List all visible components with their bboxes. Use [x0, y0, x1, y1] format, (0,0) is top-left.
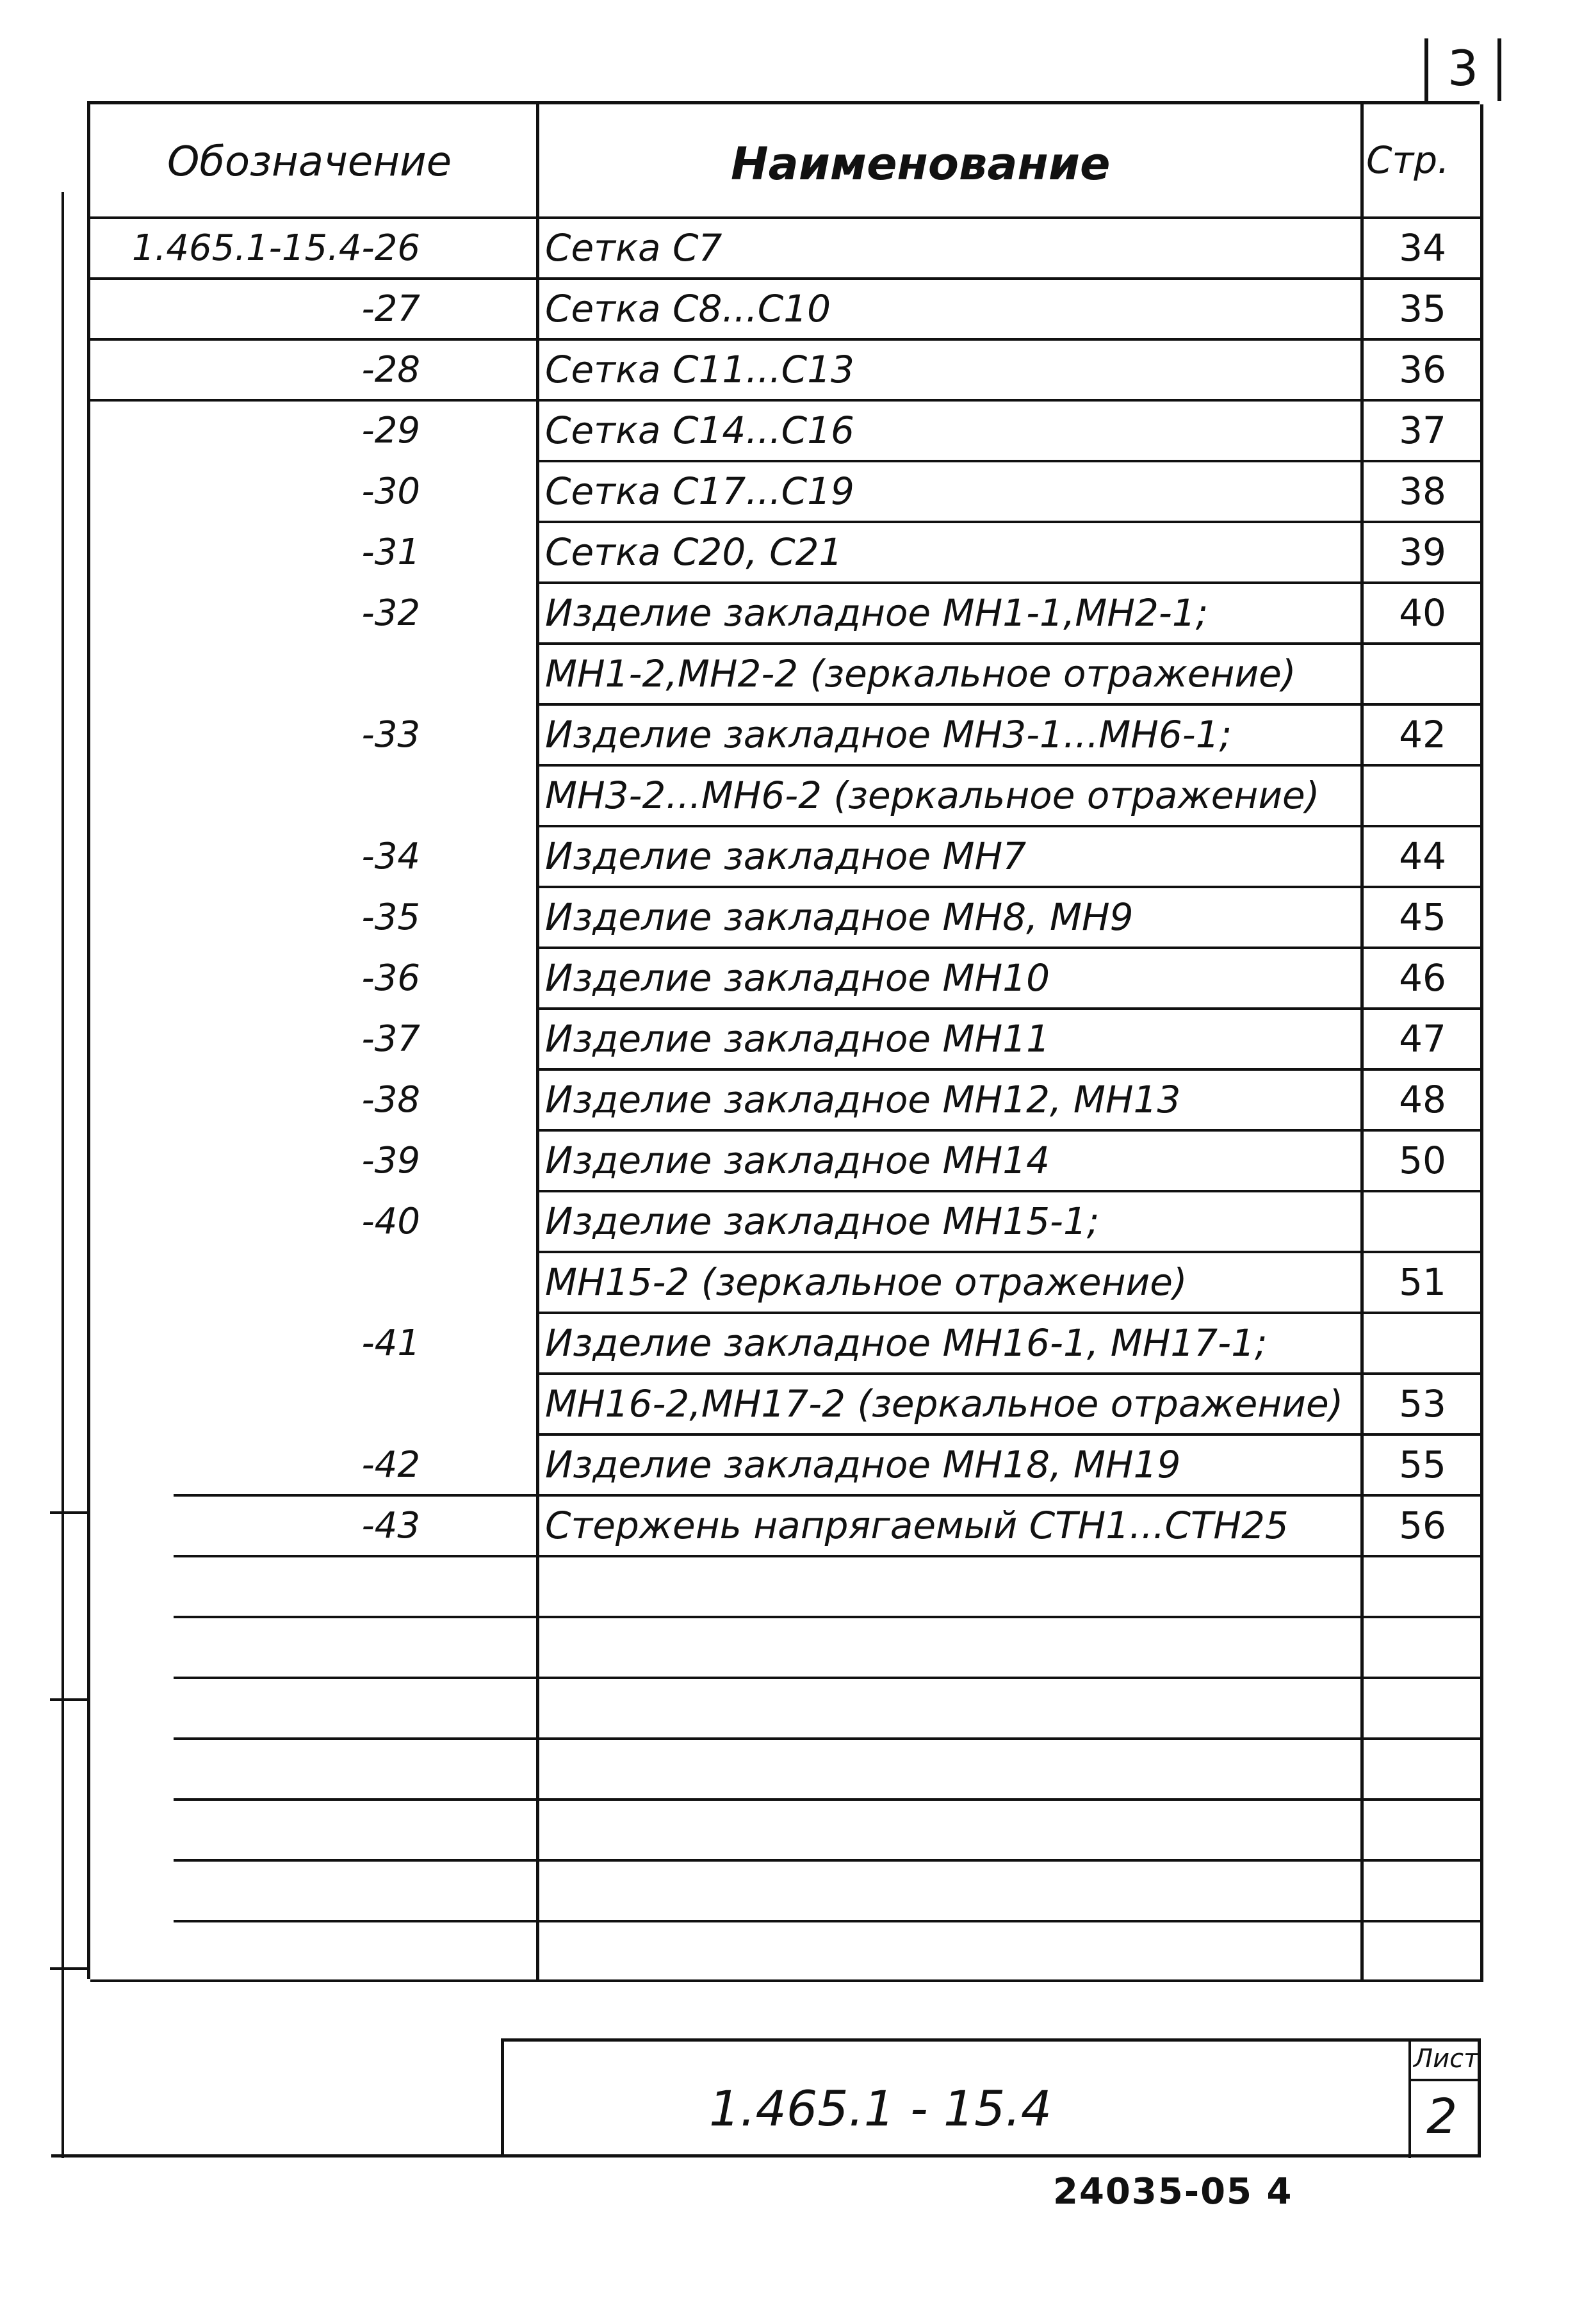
sheet-label: Лист	[1414, 2044, 1479, 2074]
row-name: Изделие закладное МН18, МН19	[545, 1443, 1181, 1486]
header-divider	[90, 216, 1483, 219]
table-bottom-line	[90, 1979, 1483, 1982]
row-name: Сетка С11...С13	[545, 348, 854, 391]
row-divider	[536, 1190, 1483, 1192]
row-page: 37	[1399, 409, 1446, 452]
row-page: 35	[1399, 287, 1446, 330]
row-divider	[536, 703, 1483, 706]
row-name: Изделие закладное МН3-1...МН6-1;	[545, 713, 1232, 756]
row-divider	[536, 1433, 1483, 1436]
row-designation: -39	[361, 1140, 420, 1182]
binding-tick	[50, 1511, 90, 1514]
row-page: 56	[1399, 1504, 1446, 1547]
column-separator	[536, 104, 539, 1982]
contents-table	[87, 101, 1480, 1979]
row-name: Изделие закладное МН14	[545, 1139, 1050, 1182]
row-page: 53	[1399, 1382, 1446, 1426]
row-designation: -29	[361, 410, 420, 451]
row-name: Изделие закладное МН7	[545, 834, 1027, 878]
row-page: 48	[1399, 1078, 1446, 1121]
row-designation: -42	[361, 1444, 420, 1486]
row-page: 55	[1399, 1443, 1446, 1486]
row-divider	[536, 947, 1483, 949]
row-page: 39	[1399, 530, 1446, 574]
row-divider	[536, 1251, 1483, 1253]
row-page: 50	[1399, 1139, 1446, 1182]
empty-row-divider	[174, 1616, 1483, 1618]
archive-number: 24035-05 4	[1053, 2171, 1293, 2213]
row-name: МН16-2,МН17-2 (зеркальное отражение)	[545, 1382, 1344, 1426]
page-number: 3	[1447, 40, 1479, 97]
empty-row-divider	[174, 1859, 1483, 1862]
row-name: Сетка С20, С21	[545, 530, 843, 574]
row-name: Изделие закладное МН11	[545, 1017, 1050, 1060]
row-page: 36	[1399, 348, 1446, 391]
binding-tick	[50, 1967, 90, 1970]
row-divider	[536, 1068, 1483, 1071]
row-designation: 1.465.1-15.4-26	[131, 227, 420, 269]
row-divider	[174, 1555, 1483, 1557]
row-divider	[90, 399, 1483, 402]
document-code: 1.465.1 - 15.4	[709, 2080, 1052, 2137]
column-separator	[1480, 104, 1483, 1982]
title-block	[501, 2038, 1481, 2155]
row-name: Сетка С14...С16	[545, 409, 854, 452]
left-binding-edge	[61, 192, 64, 2158]
sheet-number: 2	[1426, 2088, 1458, 2145]
row-designation: -38	[361, 1079, 420, 1121]
row-designation: -40	[361, 1201, 420, 1242]
row-designation: -31	[361, 532, 420, 573]
row-name: Сетка С17...С19	[545, 469, 854, 513]
column-separator	[1360, 104, 1364, 1982]
row-name: Изделие закладное МН12, МН13	[545, 1078, 1181, 1121]
row-name: Изделие закладное МН15-1;	[545, 1199, 1100, 1243]
row-page: 45	[1399, 895, 1446, 939]
header-name: Наименование	[731, 138, 1111, 190]
header-page: Стр.	[1366, 138, 1449, 182]
row-divider	[536, 764, 1483, 767]
row-name: Стержень напрягаемый СТН1...СТН25	[545, 1504, 1289, 1547]
row-name: МН3-2...МН6-2 (зеркальное отражение)	[545, 774, 1320, 817]
row-divider	[536, 581, 1483, 584]
row-divider	[174, 1494, 1483, 1497]
row-divider	[90, 338, 1483, 341]
row-name: Сетка С8...С10	[545, 287, 831, 330]
row-page: 44	[1399, 834, 1446, 878]
row-page: 51	[1399, 1260, 1446, 1304]
row-divider	[536, 825, 1483, 827]
row-designation: -43	[361, 1505, 420, 1547]
row-designation: -37	[361, 1018, 420, 1060]
empty-row-divider	[174, 1798, 1483, 1801]
row-divider	[536, 886, 1483, 888]
empty-row-divider	[174, 1920, 1483, 1922]
row-divider	[536, 460, 1483, 462]
row-divider	[536, 642, 1483, 645]
row-divider	[536, 1372, 1483, 1375]
sheet-divider	[1408, 2042, 1411, 2158]
row-designation: -33	[361, 714, 420, 756]
row-designation: -28	[361, 349, 420, 391]
row-designation: -41	[361, 1322, 420, 1364]
row-page: 46	[1399, 956, 1446, 1000]
empty-row-divider	[174, 1677, 1483, 1679]
row-page: 38	[1399, 469, 1446, 513]
row-designation: -36	[361, 957, 420, 999]
row-designation: -34	[361, 836, 420, 877]
row-page: 40	[1399, 591, 1446, 635]
row-page: 42	[1399, 713, 1446, 756]
header-designation: Обозначение	[167, 138, 452, 186]
row-divider	[536, 1007, 1483, 1010]
page-number-box	[1424, 38, 1501, 101]
row-page: 47	[1399, 1017, 1446, 1060]
row-designation: -35	[361, 897, 420, 938]
row-divider	[90, 277, 1483, 280]
row-divider	[536, 521, 1483, 523]
sheet-divider-horizontal	[1408, 2079, 1481, 2081]
row-name: Изделие закладное МН16-1, МН17-1;	[545, 1321, 1268, 1365]
row-designation: -32	[361, 592, 420, 634]
row-name: Изделие закладное МН8, МН9	[545, 895, 1134, 939]
row-name: МН1-2,МН2-2 (зеркальное отражение)	[545, 652, 1296, 695]
row-divider	[536, 1129, 1483, 1132]
row-name: Изделие закладное МН10	[545, 956, 1050, 1000]
row-divider	[536, 1312, 1483, 1314]
frame-bottom-line	[51, 2154, 1481, 2157]
binding-tick	[50, 1698, 90, 1701]
row-name: МН15-2 (зеркальное отражение)	[545, 1260, 1187, 1304]
row-designation: -27	[361, 288, 420, 330]
row-designation: -30	[361, 471, 420, 512]
empty-row-divider	[174, 1737, 1483, 1740]
row-name: Сетка С7	[545, 226, 722, 270]
row-page: 34	[1399, 226, 1446, 270]
row-name: Изделие закладное МН1-1,МН2-1;	[545, 591, 1209, 635]
